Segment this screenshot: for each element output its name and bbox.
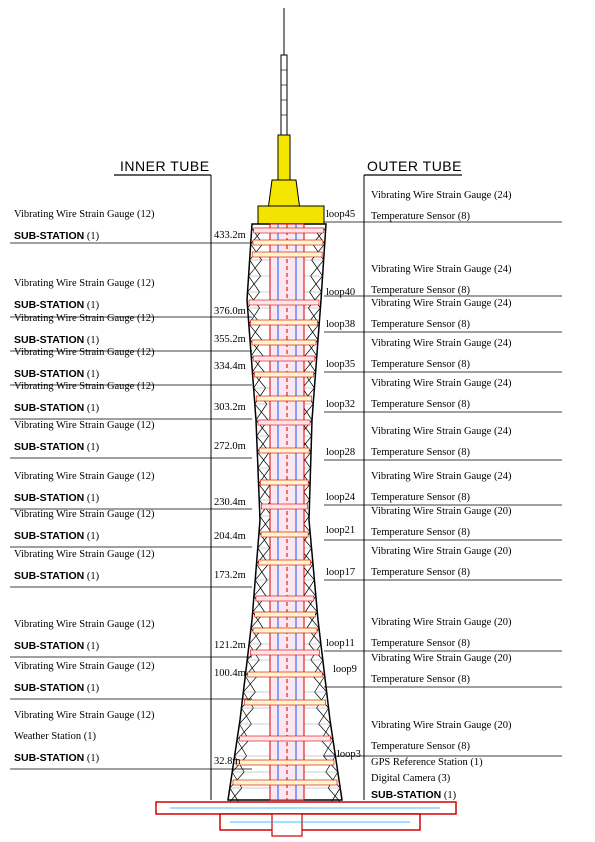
outer-label-strain-gauge: Vibrating Wire Strain Gauge (20) — [371, 617, 512, 628]
inner-label-substation: SUB-STATION (1) — [14, 299, 100, 311]
outer-label-temperature: Temperature Sensor (8) — [371, 638, 470, 649]
inner-label-strain-gauge: Vibrating Wire Strain Gauge (12) — [14, 209, 155, 220]
outer-label-temperature: Temperature Sensor (8) — [371, 527, 470, 538]
inner-label-substation: SUB-STATION (1) — [14, 530, 100, 542]
inner-label-strain-gauge: Vibrating Wire Strain Gauge (12) — [14, 549, 155, 560]
outer-label-strain-gauge: Vibrating Wire Strain Gauge (24) — [371, 378, 512, 389]
inner-label-substation: SUB-STATION (1) — [14, 752, 100, 764]
outer-label-strain-gauge: Vibrating Wire Strain Gauge (24) — [371, 471, 512, 482]
elevation-label: 272.0m — [214, 441, 246, 452]
outer-label-temperature: Temperature Sensor (8) — [371, 447, 470, 458]
inner-label-strain-gauge: Vibrating Wire Strain Gauge (12) — [14, 471, 155, 482]
inner-label-substation: SUB-STATION (1) — [14, 682, 100, 694]
elevation-label: 100.4m — [214, 668, 246, 679]
outer-label-strain-gauge: Vibrating Wire Strain Gauge (24) — [371, 338, 512, 349]
outer-label-temperature: Temperature Sensor (8) — [371, 567, 470, 578]
outer-label-strain-gauge: Vibrating Wire Strain Gauge (20) — [371, 720, 512, 731]
outer-label-strain-gauge: Vibrating Wire Strain Gauge (24) — [371, 298, 512, 309]
inner-label-substation: SUB-STATION (1) — [14, 230, 100, 242]
inner-label-substation: SUB-STATION (1) — [14, 334, 100, 346]
loop-label: loop32 — [326, 399, 356, 410]
inner-label-strain-gauge: Vibrating Wire Strain Gauge (12) — [14, 313, 155, 324]
inner-label-substation: SUB-STATION (1) — [14, 441, 100, 453]
loop-label: loop38 — [326, 319, 356, 330]
elevation-label: 230.4m — [214, 497, 246, 508]
outer-label-temperature: Temperature Sensor (8) — [371, 285, 470, 296]
elevation-label: 355.2m — [214, 334, 246, 345]
inner-label-substation: SUB-STATION (1) — [14, 492, 100, 504]
inner-label-strain-gauge: Vibrating Wire Strain Gauge (12) — [14, 420, 155, 431]
tower-top-band — [258, 206, 324, 226]
inner-label-substation: SUB-STATION (1) — [14, 570, 100, 582]
inner-label-substation: SUB-STATION (1) — [14, 368, 100, 380]
loop-label: loop11 — [326, 638, 355, 649]
loop-label: loop3 — [337, 749, 361, 760]
tower-base — [156, 802, 456, 836]
outer-label-temperature: Temperature Sensor (8) — [371, 359, 470, 370]
inner-label-weather-station: Weather Station (1) — [14, 731, 96, 742]
elevation-label: 204.4m — [214, 531, 246, 542]
elevation-label: 32.8m — [214, 756, 241, 767]
inner-label-strain-gauge: Vibrating Wire Strain Gauge (12) — [14, 661, 155, 672]
outer-label-temperature: Temperature Sensor (8) — [371, 492, 470, 503]
outer-label-strain-gauge: Vibrating Wire Strain Gauge (20) — [371, 653, 512, 664]
antenna — [268, 8, 300, 210]
elevation-label: 376.0m — [214, 306, 246, 317]
inner-label-strain-gauge: Vibrating Wire Strain Gauge (12) — [14, 619, 155, 630]
outer-label-strain-gauge: Vibrating Wire Strain Gauge (24) — [371, 264, 512, 275]
outer-label-strain-gauge: Vibrating Wire Strain Gauge (20) — [371, 546, 512, 557]
outer-label-gps-station: GPS Reference Station (1) — [371, 757, 483, 768]
outer-label-temperature: Temperature Sensor (8) — [371, 399, 470, 410]
inner-label-strain-gauge: Vibrating Wire Strain Gauge (12) — [14, 509, 155, 520]
elevation-label: 121.2m — [214, 640, 246, 651]
loop-label: loop45 — [326, 209, 356, 220]
outer-tube-header: OUTER TUBE — [367, 158, 462, 174]
inner-label-strain-gauge: Vibrating Wire Strain Gauge (12) — [14, 278, 155, 289]
outer-label-temperature: Temperature Sensor (8) — [371, 741, 470, 752]
outer-label-digital-camera: Digital Camera (3) — [371, 773, 451, 784]
elevation-label: 173.2m — [214, 570, 246, 581]
inner-label-strain-gauge: Vibrating Wire Strain Gauge (12) — [14, 381, 155, 392]
outer-label-temperature: Temperature Sensor (8) — [371, 319, 470, 330]
loop-label: loop9 — [333, 664, 357, 675]
elevation-label: 433.2m — [214, 230, 246, 241]
inner-label-strain-gauge: Vibrating Wire Strain Gauge (12) — [14, 347, 155, 358]
loop-label: loop35 — [326, 359, 356, 370]
elevation-label: 334.4m — [214, 361, 246, 372]
loop-label: loop40 — [326, 287, 356, 298]
elevation-label: 303.2m — [214, 402, 246, 413]
inner-label-substation: SUB-STATION (1) — [14, 640, 100, 652]
inner-label-substation: SUB-STATION (1) — [14, 402, 100, 414]
inner-tube-header: INNER TUBE — [120, 158, 210, 174]
outer-label-temperature: Temperature Sensor (8) — [371, 211, 470, 222]
outer-label-strain-gauge: Vibrating Wire Strain Gauge (20) — [371, 506, 512, 517]
loop-label: loop28 — [326, 447, 356, 458]
outer-label-temperature: Temperature Sensor (8) — [371, 674, 470, 685]
loop-label: loop17 — [326, 567, 356, 578]
loop-label: loop24 — [326, 492, 356, 503]
inner-label-strain-gauge: Vibrating Wire Strain Gauge (12) — [14, 710, 155, 721]
outer-label-substation: SUB-STATION (1) — [371, 789, 457, 801]
loop-label: loop21 — [326, 525, 356, 536]
outer-label-strain-gauge: Vibrating Wire Strain Gauge (24) — [371, 426, 512, 437]
outer-label-strain-gauge: Vibrating Wire Strain Gauge (24) — [371, 190, 512, 201]
